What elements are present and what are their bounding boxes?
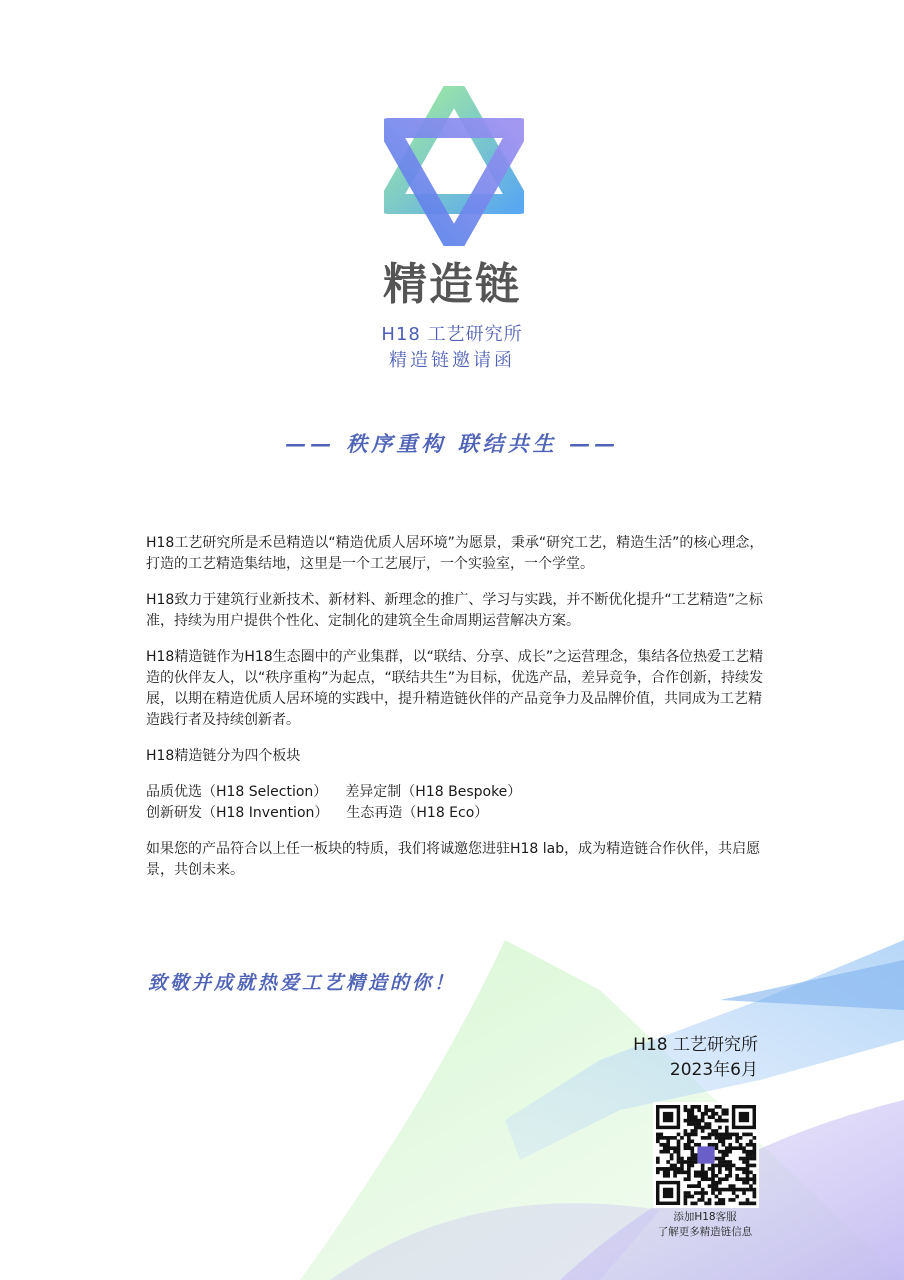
qr-code-icon[interactable] (653, 1102, 759, 1208)
signature-org: H18 工艺研究所 (633, 1035, 758, 1055)
brand-name: 精造链 (383, 259, 521, 310)
letter-body (146, 533, 766, 896)
invitation-title: 精造链邀请函 (389, 350, 515, 371)
paragraph-intro: H18工艺研究所是禾邑精造以“精造优质人居环境”为愿景，秉承“研究工艺，精造生活”的核心理念，打造的工艺精造集结地，这里是一个工艺展厅，一个实验室，一个学堂。 (146, 535, 764, 572)
closing-line: 致敬并成就热爱工艺精造的你！ (148, 972, 457, 994)
board-bespoke: 差异定制（H18 Bespoke） (345, 784, 522, 800)
signature-date: 2023年6月 (669, 1060, 758, 1080)
paragraph-mission: H18致力于建筑行业新技术、新材料、新理念的推广、学习与实践，并不断优化提升“工艺精造”之标准，持续为用户提供个性化、定制化的建筑全生命周期运营解决方案。 (146, 592, 763, 629)
boards-list (146, 782, 766, 824)
qr-caption-add: 添加H18客服 (673, 1211, 737, 1223)
board-selection: 品质优选（H18 Selection） (146, 784, 328, 800)
qr-caption-info: 了解更多精造链信息 (657, 1226, 753, 1238)
institute-name: H18 工艺研究所 (381, 324, 523, 345)
hexagram-logo-icon (384, 86, 524, 246)
board-invention: 创新研发（H18 Invention） (146, 805, 329, 821)
board-eco: 生态再造（H18 Eco） (346, 805, 489, 821)
paragraph-invite: 如果您的产品符合以上任一板块的特质，我们将诚邀您进驻H18 lab，成为精造链合作伙伴，共启愿景，共创未来。 (146, 841, 761, 878)
slogan: —— 秩序重构 联结共生 —— (285, 431, 619, 456)
paragraph-boards-intro: H18精造链分为四个板块 (146, 748, 301, 764)
paragraph-chain: H18精造链作为H18生态圈中的产业集群，以“联结、分享、成长”之运营理念，集结各位热爱工艺精造的伙伴友人，以“秩序重构”为起点，“联结共生”为目标，优选产品，差异竞争，合作创新，持续发展，以期在精造优质人居环境的实践中，提升精造链伙伴的产品竞争力及品牌价值，共同成为工艺精造践行者及持续创新者。 (146, 649, 764, 728)
